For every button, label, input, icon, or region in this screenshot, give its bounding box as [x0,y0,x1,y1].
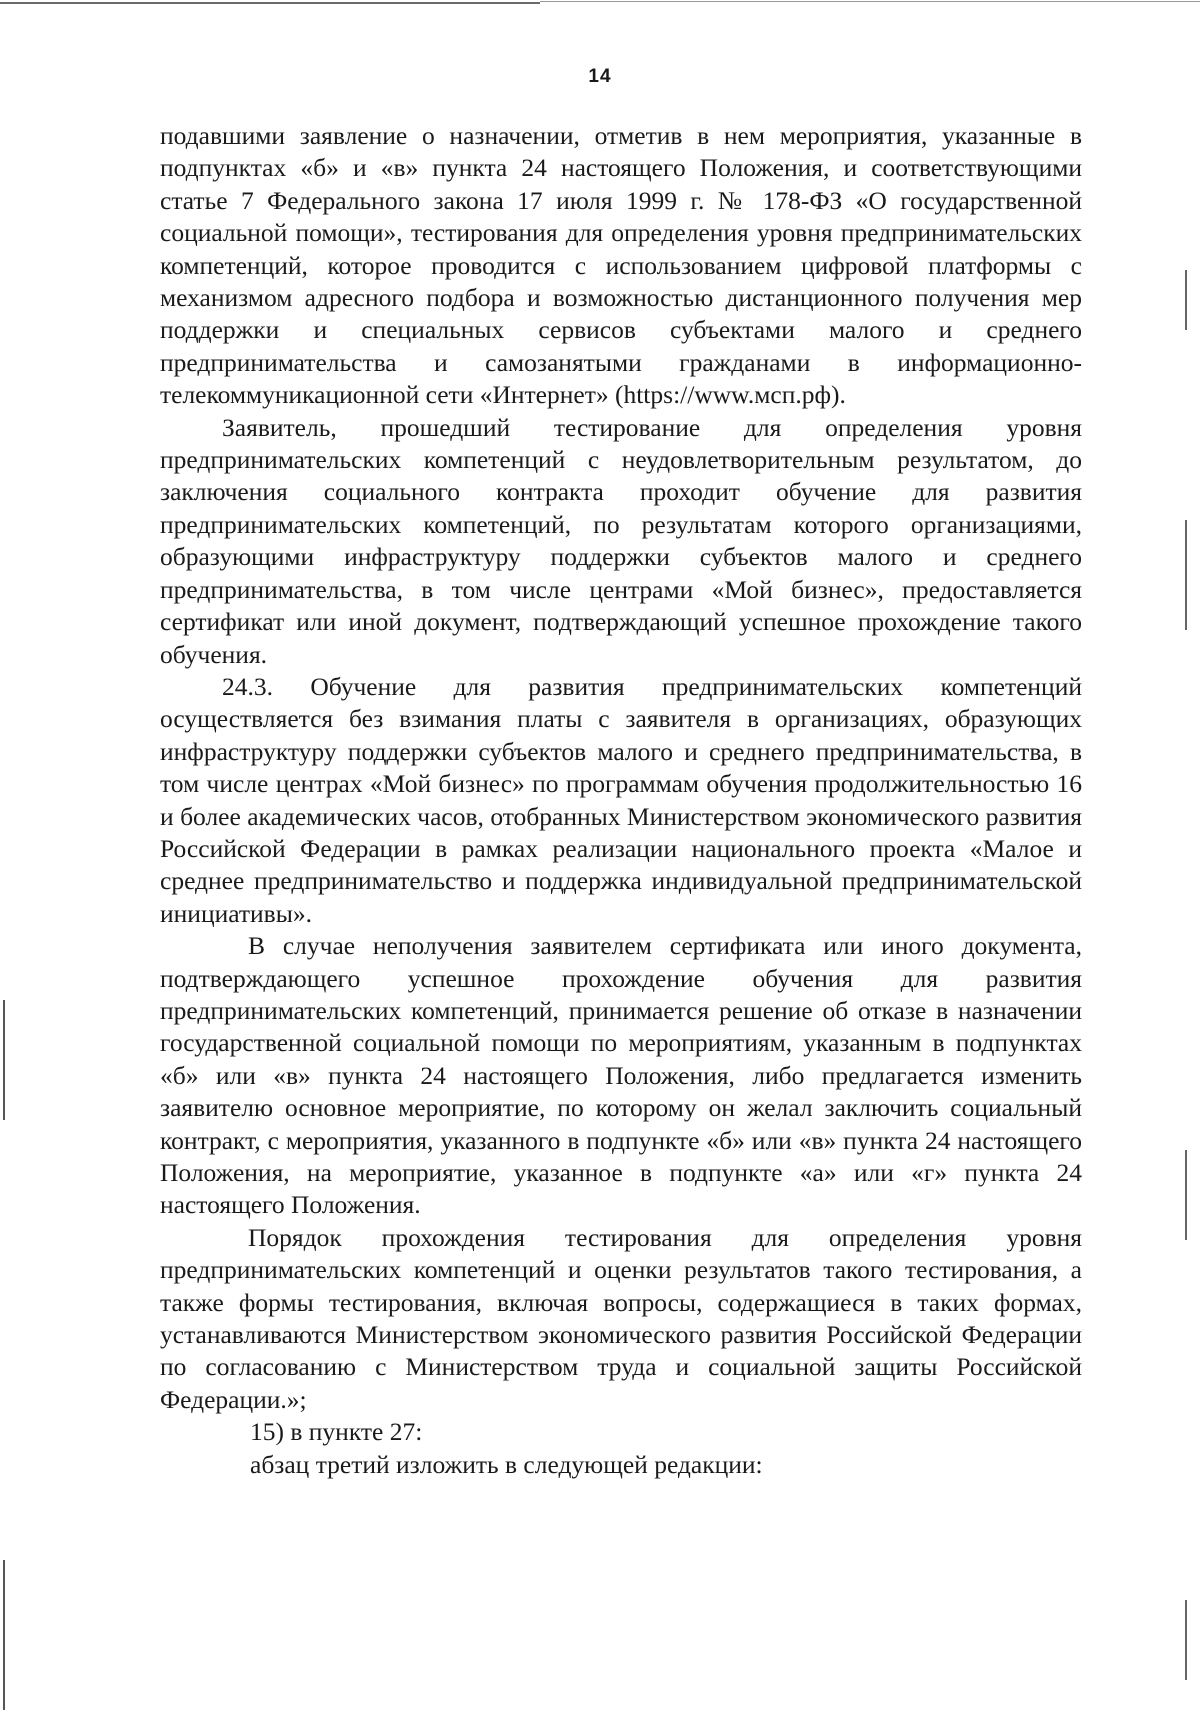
paragraph-testing-procedure: Порядок прохождения тестирования для определения уровня предпринимательских компетенций и оценки результатов такого тестирования, а также формы тестирования, включая вопросы, содержащиеся в таких формах, устанавливаются Министерством экономического развития Российской Федерации по согласованию с Министерством труда и социальной защиты Российской Федерации.»; [160,1222,1082,1414]
page-number: 14 [588,66,612,87]
paragraph-applicant-training: Заявитель, прошедший тестирование для определения уровня предпринимательских компетенций с неудовлетворительным результатом, до заключения социального контракта проходит обучение для развития предпринимательских компетенций, по результатам которого организациями, образующими инфраструктуру поддержки субъектов малого и среднего предпринимательства, в том числе центрами «Мой бизнес», предоставляется сертификат или иной документ, подтверждающий успешное прохождение такого обучения. [160,412,1082,669]
scan-right-segment [1185,520,1187,630]
paragraph-item-15: 15) в пункте 27: [250,1417,423,1447]
scan-left-edge [3,0,5,1719]
scan-top-edge [0,0,1200,6]
scan-right-segment [1185,270,1187,330]
document-body [160,120,1082,1481]
scan-top-line-thin [540,1,1200,2]
scan-right-segment [1185,1600,1187,1680]
paragraph-amendment-intro: абзац третий изложить в следующей редакции: [250,1449,763,1479]
scan-left-segment [3,1000,5,1120]
scan-right-segment [1185,1150,1187,1240]
paragraph-no-certificate: В случае неполучения заявителем сертификата или иного документа, подтверждающего успешное прохождение обучения для развития предпринимательских компетенций, принимается решение об отказе в назначении государственной социальной помощи по мероприятиям, указанным в подпунктах «б» или «в» пункта 24 настоящего Положения, либо предлагается изменить заявителю основное мероприятие, по которому он желал заключить социальный контракт, с мероприятия, указанного в подпункте «б» или «в» пункта 24 настоящего Положения, на мероприятие, указанное в подпункте «а» или «г» пункта 24 настоящего Положения. [160,931,1082,1220]
scan-left-segment [3,1560,5,1710]
scan-top-line [0,2,540,4]
paragraph-continuation: подавшими заявление о назначении, отметив в нем мероприятия, указанные в подпунктах «б» и «в» пункта 24 настоящего Положения, и соответствующими статье 7 Федерального закона 17 июля 1999 г. № 178-ФЗ «О государственной социальной помощи», тестирования для определения уровня предпринимательских компетенций, которое проводится с использованием цифровой платформы с механизмом адресного подбора и возможностью дистанционного получения мер поддержки и специальных сервисов субъектами малого и среднего предпринимательства и самозанятыми гражданами в информационно-телекоммуникационной сети «Интернет» (https://www.мсп.рф). [160,121,1082,410]
paragraph-24-3: 24.3. Обучение для развития предпринимательских компетенций осуществляется без взимания платы с заявителя в организациях, образующих инфраструктуру поддержки субъектов малого и среднего предпринимательства, в том числе центрах «Мой бизнес» по программам обучения продолжительностью 16 и более академических часов, отобранных Министерством экономического развития Российской Федерации в рамках реализации национального проекта «Малое и среднее предпринимательство и поддержка индивидуальной предпринимательской инициативы». [160,671,1082,928]
scan-right-edge [1185,0,1187,1719]
